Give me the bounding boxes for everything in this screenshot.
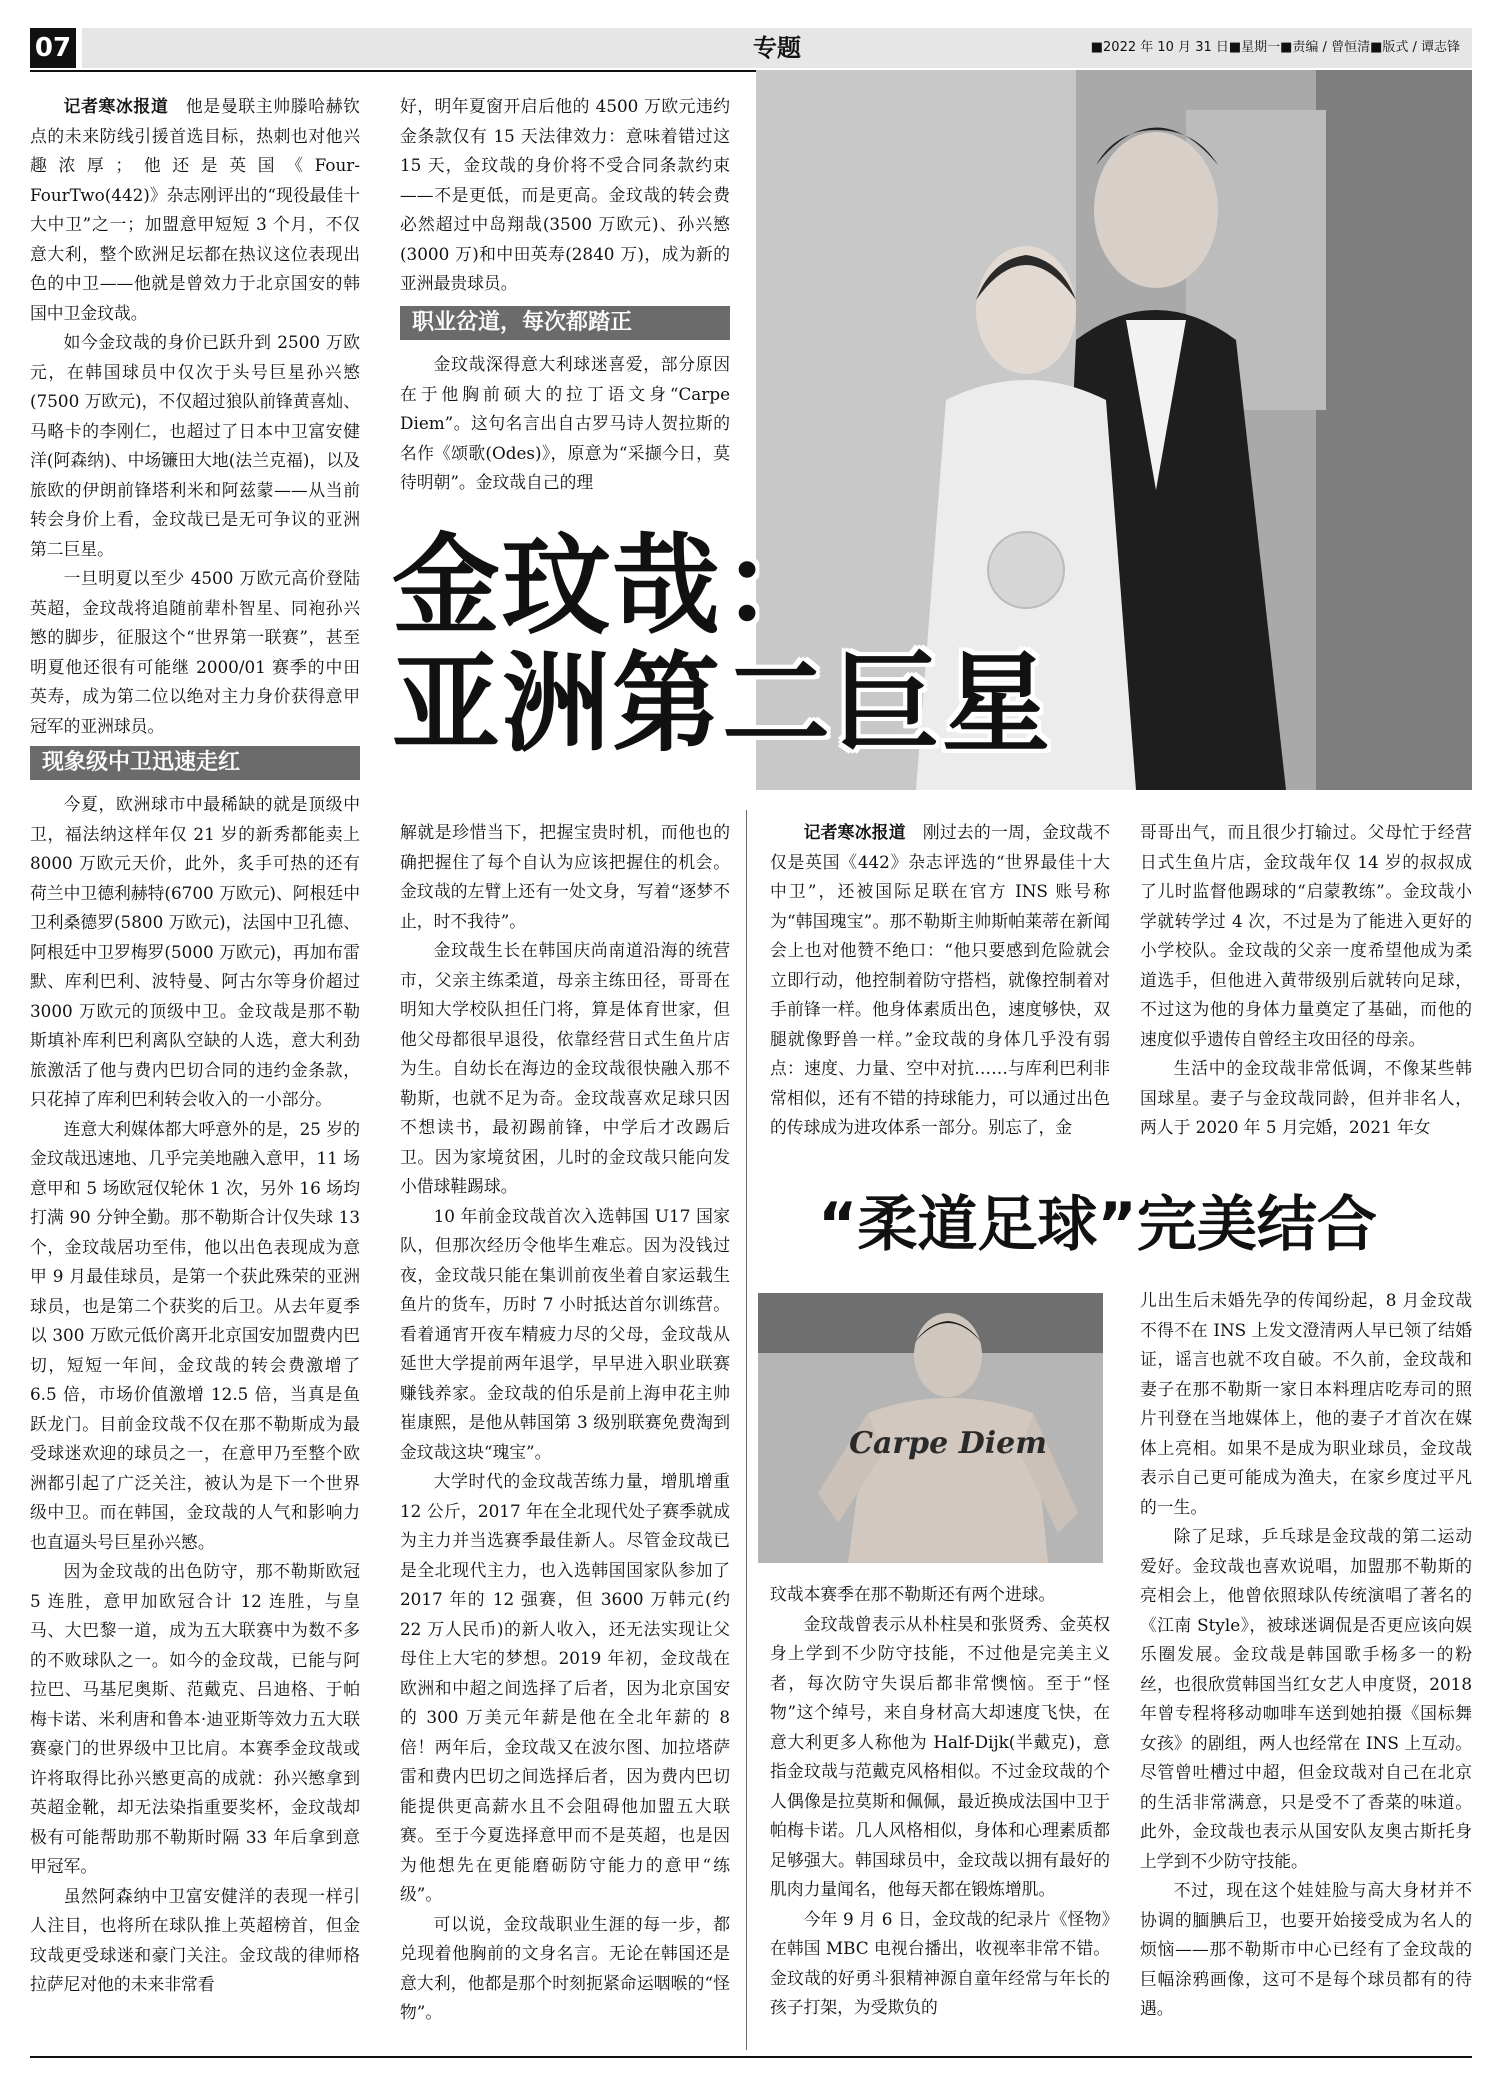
headline-line-2: 亚洲第二巨星 xyxy=(392,642,1053,767)
headline-line-1: 金玟哉： xyxy=(392,524,833,649)
paragraph: 哥哥出气，而且很少打输过。父母忙于经营日式生鱼片店，金玟哉年仅 14 岁的叔叔成了儿时监督他踢球的“启蒙教练”。金玟哉小学就转学过 4 次，不过是为了能进入更好的小学校队。金玟哉的父亲一度希望他成为柔道选手，但他进入黄带级别后就转向足球，不过这为他的身体力量奠定了基础，而他的速度似乎遗传自曾经主攻田径的母亲。 xyxy=(1140,822,1472,1049)
paragraph: 今年 9 月 6 日，金玟哉的纪录片《怪物》在韩国 MBC 电视台播出，收视率非常不错。金玟哉的好勇斗狠精神源自童年经常与年长的孩子打架，为受欺负的 xyxy=(770,1908,1110,2017)
footer-rule xyxy=(30,2056,1472,2058)
paragraph: 不过，现在这个娃娃脸与高大身材并不协调的腼腆后卫，也要开始接受成为名人的烦恼——那不勒斯市中心已经有了金玟哉的巨幅涂鸦画像，这可不是每个球员都有的待遇。 xyxy=(1140,1880,1472,2018)
subhead-rising-star: 现象级中卫迅速走红 xyxy=(30,746,360,780)
article1-column2c xyxy=(400,818,730,2028)
tattoo-text: Carpe Diem xyxy=(849,1426,1047,1461)
paragraph: 儿出生后未婚先孕的传闻纷起，8 月金玟哉不得不在 INS 上发文澄清两人早已领了结婚证，谣言也就不攻自破。不久前，金玟哉和妻子在那不勒斯一家日本料理店吃寿司的照片刊登在当地媒体上，他的妻子才首次在媒体上亮相。如果不是成为职业球员，金玟哉表示自己更可能成为渔夫，在家乡度过平凡的一生。 xyxy=(1140,1290,1472,1517)
paragraph: 金玟哉生长在韩国庆尚南道沿海的统营市，父亲主练柔道，母亲主练田径，哥哥在明知大学校队担任门将，算是体育世家，但他父母都很早退役，依靠经营日式生鱼片店为生。自幼长在海边的金玟哉很快融入那不勒斯，也就不足为奇。金玟哉喜欢足球只因不想读书，最初踢前锋，中学后才改踢后卫。因为家境贫困，儿时的金玟哉只能向发小借球鞋踢球。 xyxy=(400,940,730,1196)
paragraph: 金玟哉曾表示从朴柱昊和张贤秀、金英权身上学到不少防守技能，不过他是完美主义者，每次防守失误后都非常懊恼。至于“怪物”这个绰号，来自身材高大却速度飞快，在意大利更多人称他为 Half-Dijk(半戴克)，意指金玟哉与范戴克风格相似。不过金玟哉的个人偶像是拉莫斯和佩佩，最近换成法国中卫于帕梅卡诺。几人风格相似，身体和心理素质都足够强大。韩国球员中，金玟哉以拥有最好的肌肉力量闻名，他每天都在锻炼增肌。 xyxy=(770,1613,1110,1899)
paragraph: 玟哉本赛季在那不勒斯还有两个进球。 xyxy=(770,1584,1056,1604)
athlete-photo-illustration xyxy=(758,1293,1103,1563)
header-bar xyxy=(82,28,1472,68)
paragraph: 如今金玟哉的身价已跃升到 2500 万欧元，在韩国球员中仅次于头号巨星孙兴慜(7500 万欧元)，不仅超过狼队前锋黄喜灿、马略卡的李刚仁，也超过了日本中卫富安健洋(阿森纳)、中场镰田大地(法兰克福)，以及旅欧的伊朗前锋塔利米和阿兹蒙——从当前转会身价上看，金玟哉已是无可争议的亚洲第二巨星。 xyxy=(30,332,360,559)
paragraph: 除了足球，乒乓球是金玟哉的第二运动爱好。金玟哉也喜欢说唱，加盟那不勒斯的亮相会上，他曾依照球队传统演唱了著名的《江南 Style》，被球迷调侃是否更应该向娱乐圈发展。金玟哉是韩国歌手杨多一的粉丝，也很欣赏韩国当红女艺人申度贤，2018 年曾专程将移动咖啡车送到她拍摄《国标舞女孩》的剧组，两人也经常在 INS 上互动。尽管曾吐槽过中超，但金玟哉对自己在北京的生活非常满意，只是受不了香菜的味道。此外，金玟哉也表示从国安队友奥古斯托身上学到不少防守技能。 xyxy=(1140,1526,1472,1871)
paragraph: 连意大利媒体都大呼意外的是，25 岁的金玟哉迅速地、几乎完美地融入意甲，11 场意甲和 5 场欧冠仅轮休 1 次，另外 16 场均打满 90 分钟全勤。那不勒斯合计仅失球 13 个，金玟哉居功至伟，他以出色表现成为意甲 9 月最佳球员，是第一个获此殊荣的亚洲球员，也是第二个获奖的后卫。从去年夏季以 300 万欧元低价离开北京国安加盟费内巴切，短短一年间，金玟哉的转会费激增了 6.5 倍，市场价值激增 12.5 倍，当真是鱼跃龙门。目前金玟哉不仅在那不勒斯成为最受球迷欢迎的球员之一，在意甲乃至整个欧洲都引起了广泛关注，被认为是下一个世界级中卫。而在韩国，金玟哉的人气和影响力也直逼头号巨星孙兴慜。 xyxy=(30,1118,360,1552)
paragraph: 今夏，欧洲球市中最稀缺的就是顶级中卫，福法纳这样年仅 21 岁的新秀都能卖上 8000 万欧元天价，此外，炙手可热的还有荷兰中卫德利赫特(6700 万欧元)、阿根廷中卫利桑德罗(5800 万欧元)，法国中卫孔德、阿根廷中卫罗梅罗(5000 万欧元)，再加布雷默、库利巴利、波特曼、阿古尔等身价超过 3000 万欧元的顶级中卫。金玟哉是那不勒斯填补库利巴利离队空缺的人选，意大利劲旅激活了他与费内巴切合同的违约金条款，只花掉了库利巴利转会收入的一小部分。 xyxy=(30,794,360,1109)
secondary-headline: “柔道足球”完美结合 xyxy=(818,1190,1377,1260)
paragraph: 可以说，金玟哉职业生涯的每一步，都兑现着他胸前的文身名言。无论在韩国还是意大利，他都是那个时刻扼紧命运咽喉的“怪物”。 xyxy=(400,1913,730,2022)
column-divider xyxy=(746,810,747,2050)
byline: 记者寒冰报道 xyxy=(63,96,169,116)
paragraph: 解就是珍惜当下，把握宝贵时机，而他也的确把握住了每个自认为应该把握住的机会。金玟哉的左臂上还有一处文身，写着“逐梦不止，时不我待”。 xyxy=(400,822,730,931)
article1-column1 xyxy=(30,92,360,741)
page-header xyxy=(30,28,1472,68)
athlete-photo xyxy=(758,1293,1103,1563)
article1-column1b xyxy=(30,790,360,2000)
paragraph: 10 年前金玟哉首次入选韩国 U17 国家队，但那次经历令他毕生难忘。因为没钱过夜，金玟哉只能在集训前夜坐着自家运载生鱼片的货车，历时 7 小时抵达首尔训练营。看着通宵开夜车精疲力尽的父母，金玟哉从延世大学提前两年退学，早早进入职业联赛赚钱养家。金玟哉的伯乐是前上海申花主帅崔康熙，是他从韩国第 3 级别联赛免费淘到金玟哉这块“瑰宝”。 xyxy=(400,1205,730,1462)
paragraph: 金玟哉深得意大利球迷喜爱，部分原因在于他胸前硕大的拉丁语文身“Carpe Diem”。这句名言出自古罗马诗人贺拉斯的名作《颂歌(Odes)》，原意为“采撷今日，莫待明朝”。金玟哉自己的理 xyxy=(400,354,730,492)
subhead-career: 职业岔道，每次都踏正 xyxy=(400,306,730,340)
paragraph: 虽然阿森纳中卫富安健洋的表现一样引人注目，也将所在球队推上英超榜首，但金玟哉更受球迷和豪门关注。金玟哉的律师格拉萨尼对他的未来非常看 xyxy=(30,1885,360,1994)
section-title: 专题 xyxy=(753,34,801,62)
article2-column4b xyxy=(1140,1286,1472,2024)
page-number: 07 xyxy=(30,28,76,68)
paragraph: 他是曼联主帅滕哈赫钦点的未来防线引援首选目标，热刺也对他兴趣浓厚；他还是英国《Four-FourTwo(442)》杂志刚评出的“现役最佳十大中卫”之一；加盟意甲短短 3 个月，不仅意大利，整个欧洲足坛都在热议这位表现出色的中卫——他就是曾效力于北京国安的韩国中卫金玟哉。 xyxy=(30,96,360,323)
byline: 记者寒冰报道 xyxy=(803,822,906,842)
paragraph: 好，明年夏窗开启后他的 4500 万欧元违约金条款仅有 15 天法律效力：意味着错过这 15 天，金玟哉的身价将不受合同条款约束——不是更低，而是更高。金玟哉的转会费必然超过中岛翔哉(3500 万欧元)、孙兴慜(3000 万)和中田英寿(2840 万)，成为新的亚洲最贵球员。 xyxy=(400,96,730,293)
issue-info: ■2022 年 10 月 31 日■星期一■责编 / 曾恒清■版式 / 谭志锋 xyxy=(1090,40,1460,55)
article2-column3 xyxy=(770,818,1110,1143)
paragraph: 一旦明夏以至少 4500 万欧元高价登陆英超，金玟哉将追随前辈朴智星、同袍孙兴慜的脚步，征服这个“世界第一联赛”，甚至明夏他还很有可能继 2000/01 赛季的中田英寿，成为第二位以绝对主力身价获得意甲冠军的亚洲球员。 xyxy=(30,568,360,736)
paragraph: 大学时代的金玟哉苦练力量，增肌增重 12 公斤，2017 年在全北现代处子赛季就成为主力并当选赛季最佳新人。尽管金玟哉已是全北现代主力，也入选韩国国家队参加了 2017 年的 12 强赛，但 3600 万韩元(约 22 万人民币)的新人收入，还无法实现让父母住上大宅的梦想。2019 年初，金玟哉在欧洲和中超之间选择了后者，因为北京国安的 300 万美元年薪是他在全北年薪的 8 倍！两年后，金玟哉又在波尔图、加拉塔萨雷和费内巴切之间选择后者，因为费内巴切能提供更高薪水且不会阻碍他加盟五大联赛。至于今夏选择意甲而不是英超，也是因为他想先在更能磨砺防守能力的意甲“练级”。 xyxy=(400,1471,730,1904)
article2-column4 xyxy=(1140,818,1472,1143)
paragraph: 生活中的金玟哉非常低调，不像某些韩国球星。妻子与金玟哉同龄，但并非名人，两人于 2020 年 5 月完婚，2021 年女 xyxy=(1140,1058,1472,1137)
paragraph: 因为金玟哉的出色防守，那不勒斯欧冠 5 连胜，意甲加欧冠合计 12 连胜，与皇马、大巴黎一道，成为五大联赛中为数不多的不败球队之一。如今的金玟哉，已能与阿拉巴、马基尼奥斯、范戴克、吕迪格、于帕梅卡诺、米利唐和鲁本·迪亚斯等效力五大联赛豪门的世界级中卫比肩。本赛季金玟哉或许将取得比孙兴慜更高的成就：孙兴慜拿到英超金靴，却无法染指重要奖杯，金玟哉却极有可能帮助那不勒斯时隔 33 年后拿到意甲冠军。 xyxy=(30,1561,360,1876)
paragraph: 刚过去的一周，金玟哉不仅是英国《442》杂志评选的“世界最佳十大中卫”，还被国际足联在官方 INS 账号称为“韩国瑰宝”。那不勒斯主帅斯帕莱蒂在新闻会上也对他赞不绝口：“他只要感到危险就会立即行动，他控制着防守搭档，就像控制着对手前锋一样。他身体素质出色，速度够快，双腿就像野兽一样。”金玟哉的身体几乎没有弱点：速度、力量、空中对抗……与库利巴利非常相似，还有不错的持球能力，可以通过出色的传球成为进攻体系一部分。别忘了，金 xyxy=(770,822,1110,1137)
main-headline xyxy=(392,524,1053,767)
article1-column2 xyxy=(400,92,730,299)
article2-column3b xyxy=(770,1580,1110,2023)
article1-column2b xyxy=(400,350,730,498)
